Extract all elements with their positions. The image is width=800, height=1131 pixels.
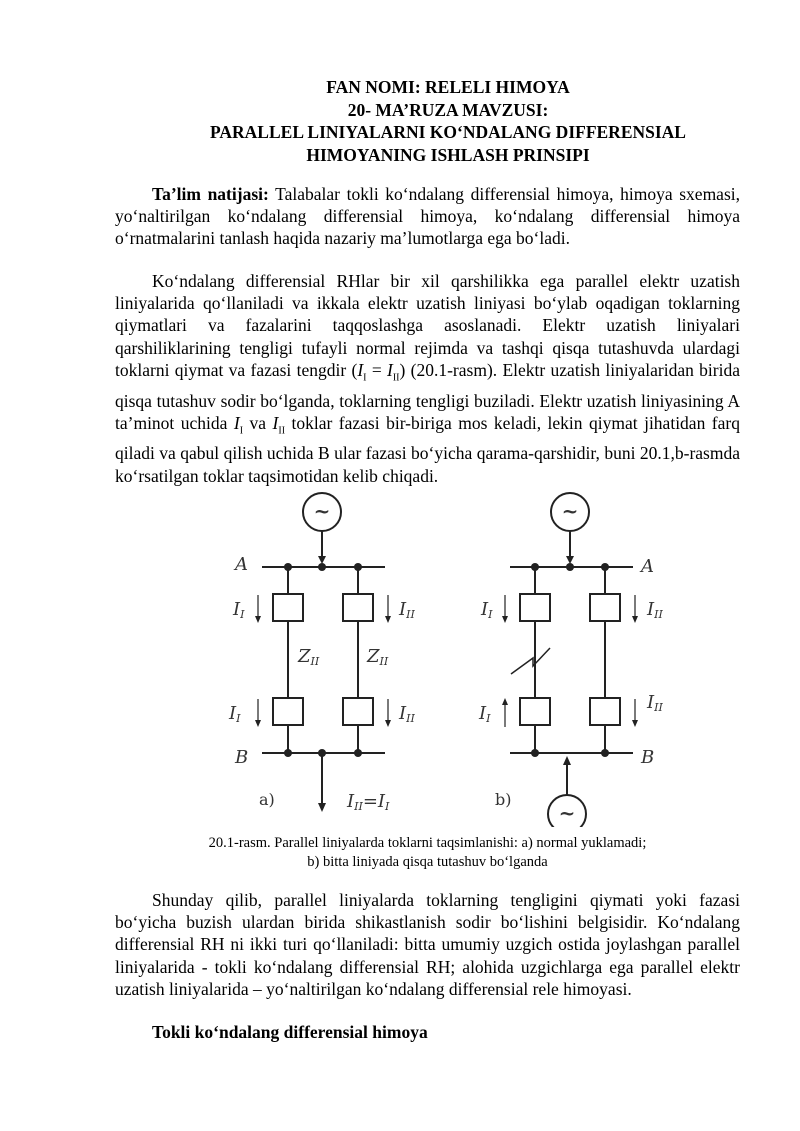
current-label: II — [479, 703, 491, 725]
bus-label-b: B — [641, 747, 655, 768]
relay-box-b-right-bottom — [590, 698, 620, 725]
current-subscript: I — [363, 372, 367, 384]
impedance-label: ZII — [367, 646, 389, 668]
current-equation: III=II — [347, 791, 390, 813]
current-label: III — [399, 703, 415, 725]
current-subscript: II — [392, 372, 400, 384]
current-label: III — [647, 692, 663, 714]
relay-box-a-left-top — [273, 594, 303, 621]
body-paragraph-2: Shunday qilib, parallel liniyalarda toklarning tengligini qiymati yoki fazasi bo‘yicha buzish ulardan birida shikastlanish sodir bo‘lishini belgisidir. Ko‘ndalang differensial RH ni ikki turi qo‘llaniladi: bitta umumiy uzgich ostida joylashgan parallel liniyalarida - tokli ko‘ndalang differensial RH; alohida uzgichlarga ega parallel elektr uzatish liniyalarida – yo‘naltirilgan ko‘ndalang differensial rele himoyasi. — [115, 890, 740, 999]
current-label: III — [647, 599, 663, 621]
text-run: = — [366, 359, 387, 380]
learning-outcome-label: Ta’lim natijasi: — [152, 184, 269, 204]
current-symbol: I — [272, 412, 279, 433]
caption-line: 20.1-rasm. Parallel liniyalarda toklarni taqsimlanishi: a) normal yuklamadi; — [208, 835, 647, 851]
caption-line: b) bitta liniyada qisqa tutashuv bo‘lganda — [307, 854, 548, 870]
current-symbol: I — [233, 412, 240, 433]
text-run: va — [243, 412, 273, 433]
short-circuit-fault-icon — [511, 648, 550, 674]
bus-label-a: A — [235, 554, 248, 575]
lecture-number: 20- MA’RUZA MAVZUSI: — [347, 99, 549, 120]
section-heading: Tokli ko‘ndalang differensial himoya — [152, 1022, 428, 1042]
body-paragraph-1 — [115, 270, 740, 487]
panel-label-b: b) — [495, 790, 512, 809]
subject-name: FAN NOMI: RELELI HIMOYA — [326, 77, 570, 97]
relay-box-a-right-top — [343, 594, 373, 621]
current-label: II — [481, 599, 493, 621]
impedance-label: ZII — [298, 646, 320, 668]
relay-box-b-right-top — [590, 594, 620, 621]
learning-outcome-text: Talabalar tokli ko‘ndalang differensial himoya, himoya sxemasi, yo‘naltirilgan ko‘ndalang differensial himoya, ko‘ndalang differensial himoya o‘rnatmalarini tanlash haqida nazariy ma’lumotlarga ega bo‘ladi. — [115, 184, 741, 249]
panel-label-a: a) — [259, 790, 275, 809]
text-run: Ko‘ndalang differensial RHlar bir xil qarshilikka ega parallel elektr uzatish liniyalarida qo‘llaniladi va ikkala elektr uzatish liniyasi bo‘ylab oqadigan toklarning qiymatlari va fazalarini taqqoslashga asoslanadi. Elektr uzatish liniyalari qarshiliklarining tengligi tufayli normal rejimda va tashqi qisqa tutashuvda ulardagi toklarni qiymat va fazasi tengdir ( — [115, 271, 740, 380]
text-run: ) (20.1-rasm). Elektr uzatish liniyalaridan birida qisqa tutashuv sodir bo‘lganda, toklarning tengligi buziladi. Elektr uzatish liniyasining A ta’minot uchida — [115, 359, 740, 433]
lecture-topic-line1: PARALLEL LINIYALARNI KO‘NDALANG DIFFERENSIAL — [210, 122, 686, 142]
text-run: toklar fazasi bir-biriga mos keladi, lekin qiymat jihatidan farq qiladi va qabul qilish uchida B ular fazasi bo‘yicha qarama-qarshidir, buni 20.1,b-rasmda ko‘rsatilgan toklar taqsimotidan kelib chiqadi. — [115, 412, 740, 486]
parallel-lines-current-distribution-diagram — [215, 482, 675, 827]
current-symbol: I — [387, 359, 393, 380]
current-label: II — [229, 703, 241, 725]
relay-box-b-left-bottom — [520, 698, 550, 725]
bus-label-b: B — [235, 747, 249, 768]
current-subscript: I — [239, 425, 244, 437]
current-label: III — [399, 599, 415, 621]
relay-box-a-left-bottom — [273, 698, 303, 725]
current-label: II — [233, 599, 245, 621]
bus-label-a: A — [641, 556, 654, 577]
current-subscript: II — [278, 425, 286, 437]
lecture-topic-line2: HIMOYANING ISHLASH PRINSIPI — [306, 144, 590, 165]
source-symbol: ~ — [558, 801, 576, 825]
relay-box-a-right-bottom — [343, 698, 373, 725]
document-title — [115, 76, 781, 166]
figure-caption — [115, 834, 740, 872]
source-symbol: ~ — [561, 499, 579, 523]
source-symbol: ~ — [313, 499, 331, 523]
learning-outcome-paragraph — [115, 183, 740, 250]
relay-box-b-left-top — [520, 594, 550, 621]
current-symbol: I — [357, 359, 364, 380]
